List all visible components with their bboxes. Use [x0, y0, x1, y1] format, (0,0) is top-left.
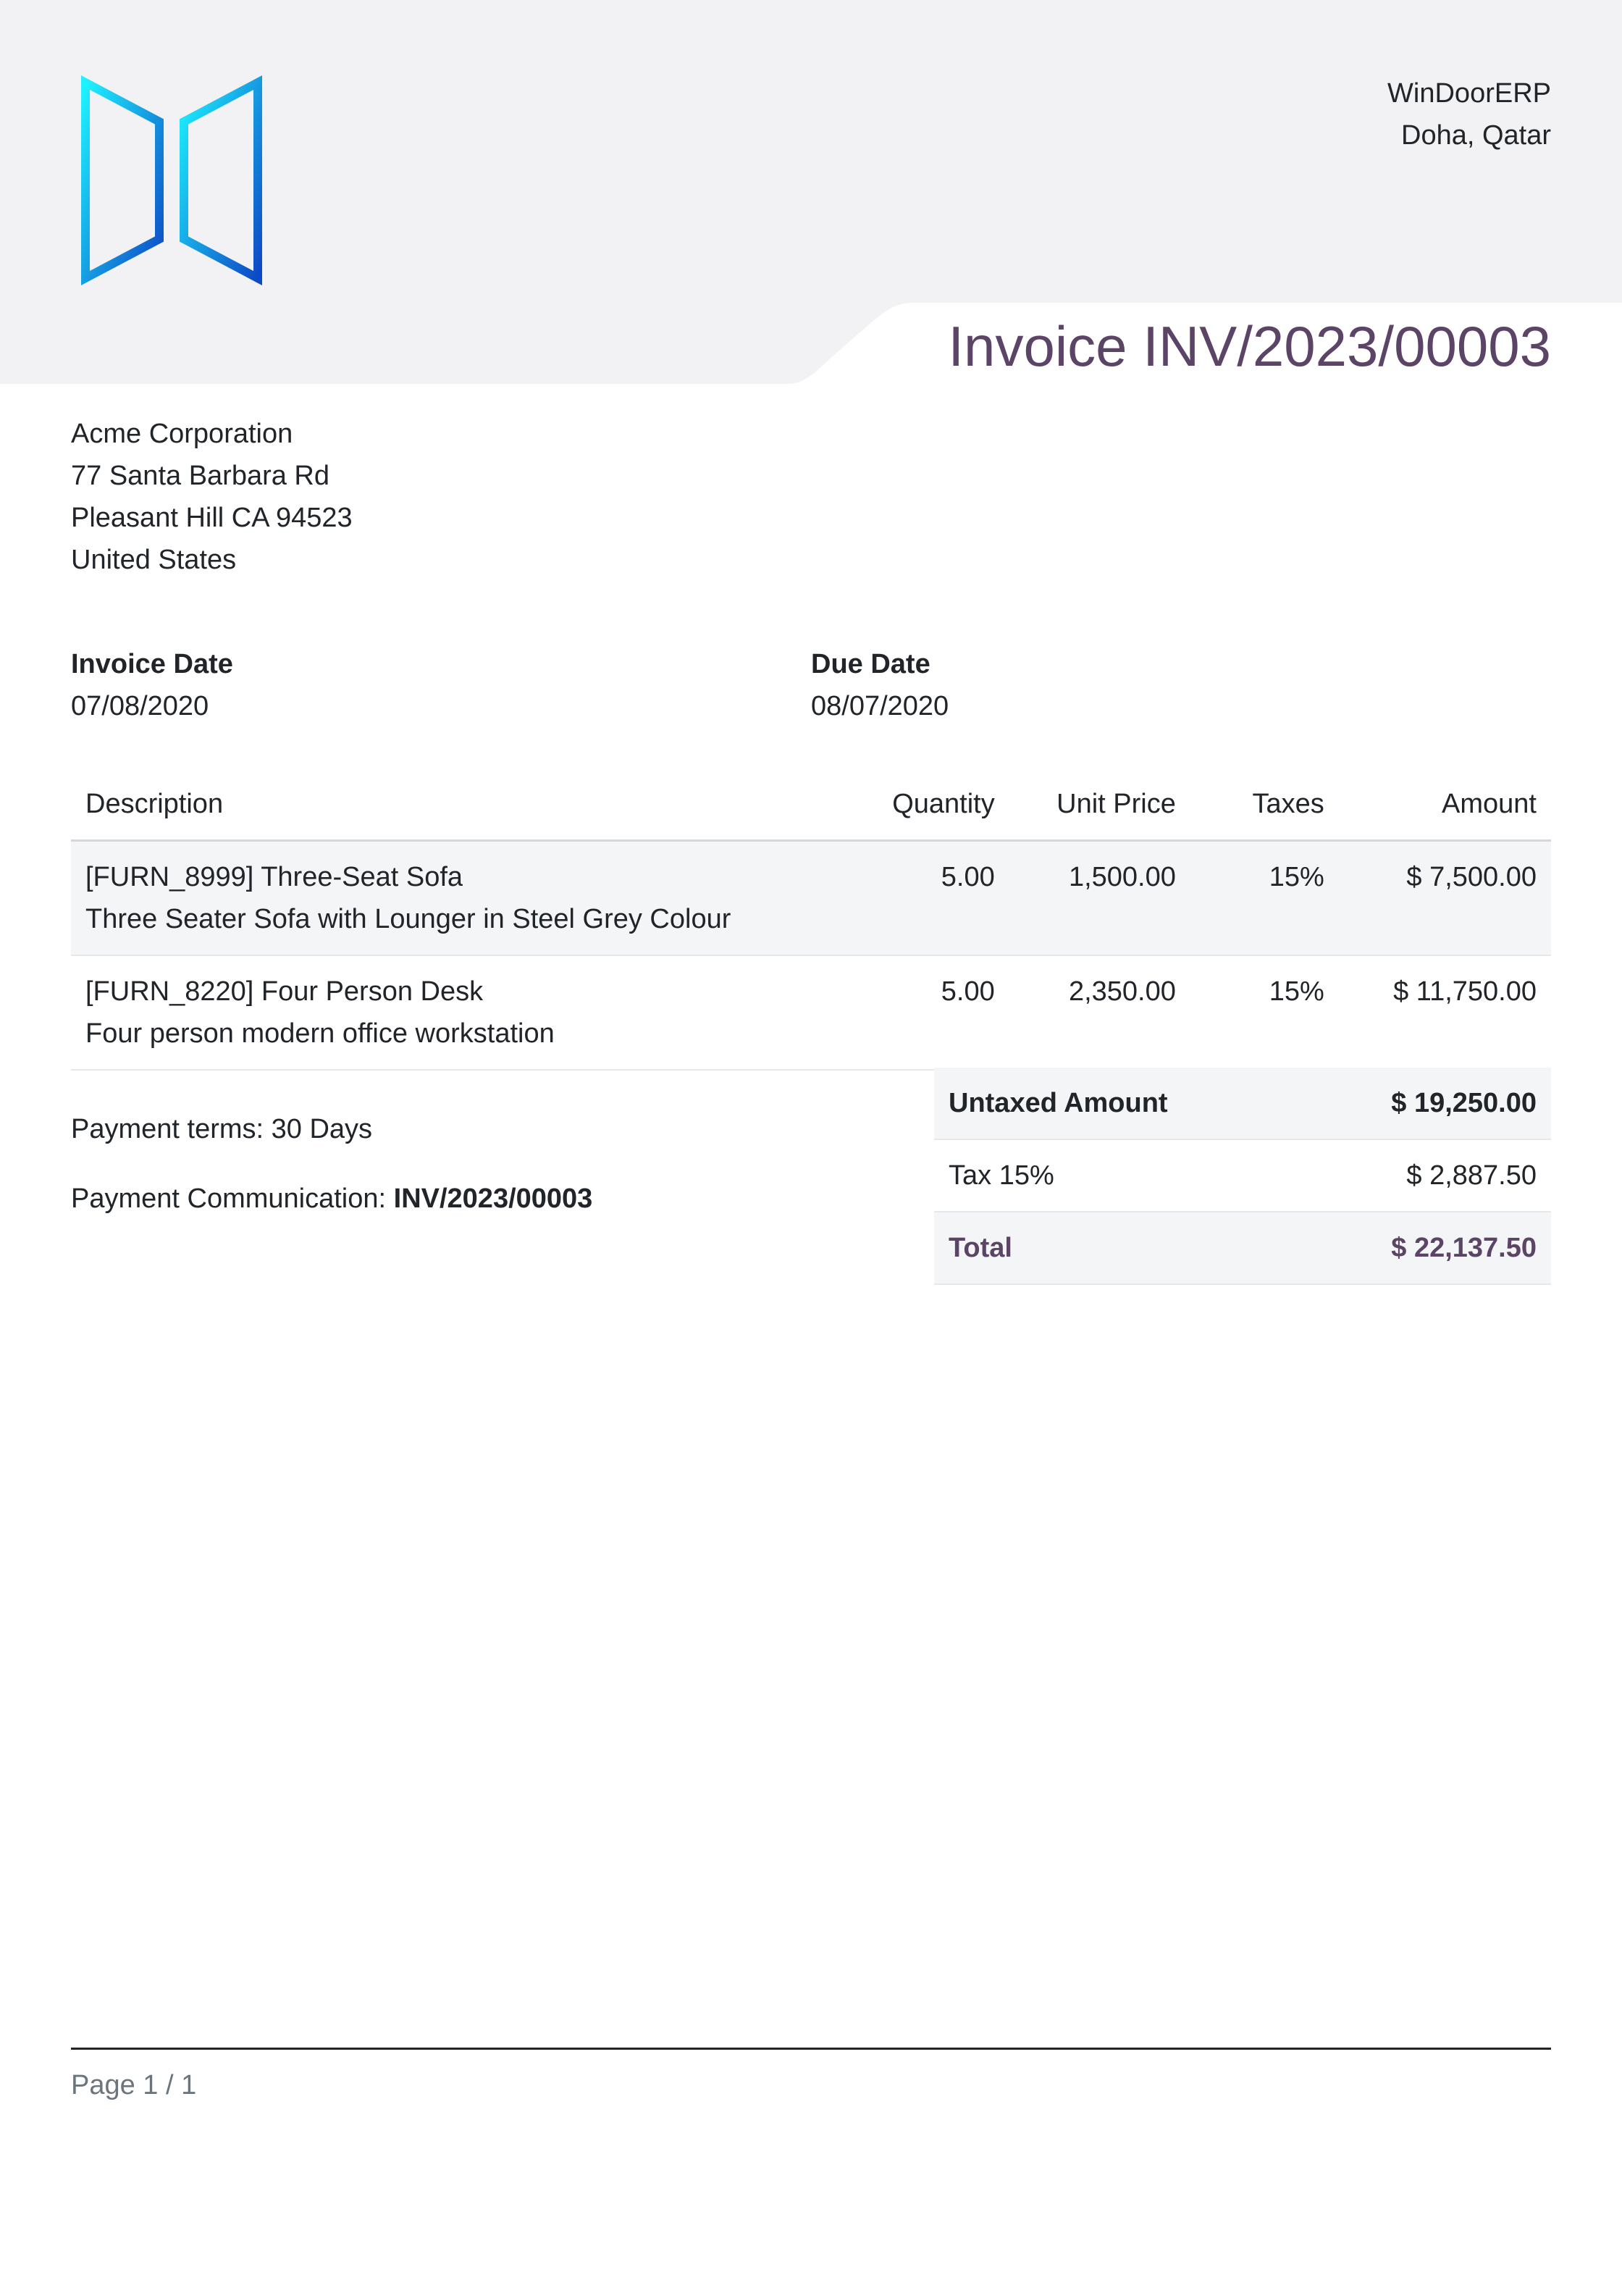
- total-value: $ 22,137.50: [1296, 1212, 1551, 1284]
- window-door-logo-icon: [81, 75, 262, 285]
- line-taxes: 15%: [1190, 955, 1339, 1070]
- partner-country: United States: [71, 545, 237, 575]
- footer-divider: [71, 2048, 1551, 2050]
- company-name: WinDoorERP: [1387, 78, 1551, 109]
- invoice-date-block: [71, 643, 233, 727]
- page-number: Page 1 / 1: [71, 2070, 197, 2100]
- line-quantity: 5.00: [859, 841, 1009, 956]
- table-row: [71, 841, 1551, 956]
- partner-name: Acme Corporation: [71, 419, 293, 449]
- due-date-label: Due Date: [811, 649, 930, 679]
- payment-communication-value: INV/2023/00003: [393, 1183, 593, 1214]
- tax-value: $ 2,887.50: [1296, 1139, 1551, 1212]
- line-product: [FURN_8220] Four Person Desk: [85, 976, 484, 1007]
- company-address: [1387, 72, 1551, 156]
- payment-info: [71, 1108, 592, 1220]
- invoice-date-value: 07/08/2020: [71, 691, 209, 721]
- tax-label: Tax 15%: [934, 1139, 1296, 1212]
- line-description: [71, 955, 859, 1070]
- tax-row: [934, 1139, 1551, 1212]
- line-description: [71, 841, 859, 956]
- line-amount: $ 11,750.00: [1339, 955, 1551, 1070]
- header-amount: Amount: [1339, 768, 1551, 841]
- table-row: [71, 955, 1551, 1070]
- partner-street: 77 Santa Barbara Rd: [71, 461, 330, 491]
- totals-table: [934, 1068, 1551, 1285]
- invoice-lines-table: [71, 768, 1551, 1071]
- line-detail: Four person modern office workstation: [85, 1018, 555, 1049]
- partner-address: [71, 413, 353, 581]
- invoice-date-label: Invoice Date: [71, 649, 233, 679]
- untaxed-value: $ 19,250.00: [1296, 1068, 1551, 1139]
- line-taxes: 15%: [1190, 841, 1339, 956]
- line-detail: Three Seater Sofa with Lounger in Steel Grey Colour: [85, 904, 731, 934]
- untaxed-row: [934, 1068, 1551, 1139]
- payment-terms: Payment terms: 30 Days: [71, 1114, 373, 1144]
- partner-city: Pleasant Hill CA 94523: [71, 503, 353, 533]
- table-header-row: [71, 768, 1551, 841]
- company-city: Doha, Qatar: [1401, 120, 1551, 151]
- due-date-block: [811, 643, 949, 727]
- line-unit-price: 2,350.00: [1009, 955, 1190, 1070]
- line-unit-price: 1,500.00: [1009, 841, 1190, 956]
- total-label: Total: [934, 1212, 1296, 1284]
- line-product: [FURN_8999] Three-Seat Sofa: [85, 862, 463, 892]
- header-unit-price: Unit Price: [1009, 768, 1190, 841]
- payment-communication-label: Payment Communication:: [71, 1183, 394, 1214]
- payment-communication: [71, 1178, 592, 1220]
- line-amount: $ 7,500.00: [1339, 841, 1551, 956]
- untaxed-label: Untaxed Amount: [934, 1068, 1296, 1139]
- line-quantity: 5.00: [859, 955, 1009, 1070]
- due-date-value: 08/07/2020: [811, 691, 949, 721]
- header-description: Description: [71, 768, 859, 841]
- header-taxes: Taxes: [1190, 768, 1339, 841]
- invoice-title: Invoice INV/2023/00003: [948, 314, 1551, 378]
- total-row: [934, 1212, 1551, 1284]
- header-quantity: Quantity: [859, 768, 1009, 841]
